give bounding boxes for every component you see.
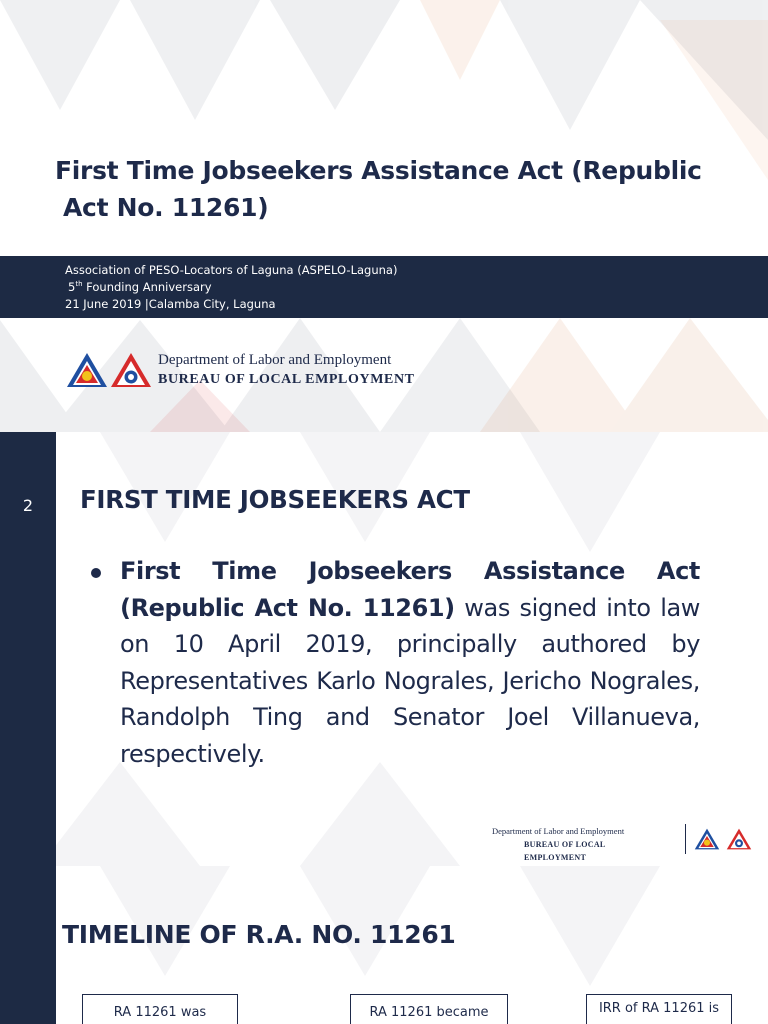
timeline-box: RA 11261 was xyxy=(82,994,238,1024)
footer-divider xyxy=(685,824,686,854)
event-date-location: 21 June 2019 |Calamba City, Laguna xyxy=(65,297,276,311)
title-line-1: First Time Jobseekers Assistance Act (Republic xyxy=(55,156,702,185)
timeline-box: RA 11261 became xyxy=(350,994,508,1024)
dole-logo-icon xyxy=(66,352,108,388)
footer-bureau-name: BUREAU OF LOCAL EMPLOYMENT xyxy=(524,840,606,862)
timeline-box: IRR of RA 11261 is xyxy=(586,994,732,1024)
bureau-name: BUREAU OF LOCAL EMPLOYMENT xyxy=(158,372,415,387)
bullet-body-text: was signed into law on 10 April 2019, principally authored by Representatives Karlo Nograles, Jericho Nograles, Randolph Ting and Senator Joel Villanueva, respectively. xyxy=(120,593,700,768)
bullet-point-icon xyxy=(91,568,101,578)
footer-ble-logo-icon xyxy=(726,828,752,850)
event-info-band xyxy=(0,256,768,318)
title-line-2: Act No. 11261) xyxy=(63,193,269,222)
timeline-slide xyxy=(0,866,768,1024)
anniversary-label: Founding Anniversary xyxy=(82,280,212,294)
footer-agency-name: Department of Labor and Employment xyxy=(492,826,625,836)
anniversary-number: 5 xyxy=(68,280,76,294)
slide-sidebar xyxy=(0,432,56,866)
bullet-bold-text: First Time Jobseekers Assistance Act (Republic Act No. 11261) xyxy=(120,557,700,622)
slide-heading: FIRST TIME JOBSEEKERS ACT xyxy=(80,485,470,514)
slide-heading: TIMELINE OF R.A. NO. 11261 xyxy=(62,920,456,949)
slide-number: 2 xyxy=(22,496,34,515)
event-organizer: Association of PESO-Locators of Laguna (ASPELO-Laguna) xyxy=(65,263,398,277)
bullet-text xyxy=(120,553,700,772)
agency-name: Department of Labor and Employment xyxy=(158,352,392,368)
ordinal-suffix: th xyxy=(75,280,83,289)
presentation-title xyxy=(55,152,735,226)
footer-dole-logo-icon xyxy=(694,828,720,850)
event-occasion xyxy=(68,280,212,294)
content-slide xyxy=(0,432,768,866)
title-slide xyxy=(0,0,768,432)
slide-sidebar xyxy=(0,866,56,1024)
ble-logo-icon xyxy=(110,352,152,388)
